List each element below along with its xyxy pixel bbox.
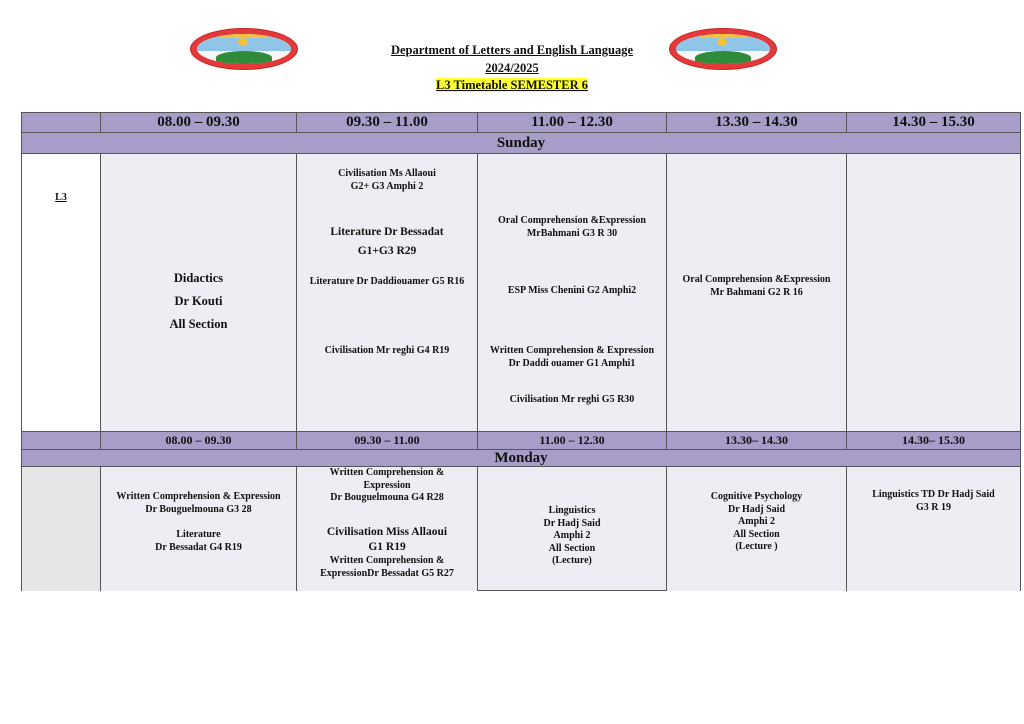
- sunday-slot-3-session-1: Oral Comprehension &Expression MrBahmani G3 R 30: [498, 215, 646, 239]
- sunday-slot-2-session-1: Civilisation Ms Allaoui G2+ G3 Amphi 2: [338, 168, 436, 192]
- timetable-title: L3 Timetable SEMESTER 6: [436, 78, 588, 92]
- monday-level-cell: [21, 466, 101, 591]
- sunday-slot-4-session: Oral Comprehension &Expression Mr Bahmani G2 R 16: [682, 274, 831, 298]
- monday-slot-3-session: Linguistics Dr Hadj Said Amphi 2 All Section (Lecture): [543, 505, 601, 566]
- sunday-slot-5: [846, 153, 1021, 432]
- sunday-slot-2-session-4: Civilisation Mr reghi G4 R19: [324, 345, 450, 356]
- monday-slot-2-session-3: Written Comprehension & ExpressionDr Bessadat G5 R27: [320, 555, 454, 579]
- level-cell: [21, 153, 101, 432]
- sunday-slot-4: [666, 153, 847, 432]
- sunday-slot-3-session-3: Written Comprehension & Expression Dr Daddi ouamer G1 Amphi1: [489, 345, 655, 369]
- time-header-3: 11.00 – 12.30: [477, 112, 667, 133]
- time-header-mid-1: 08.00 – 09.30: [100, 431, 297, 450]
- academic-year: 2024/2025: [485, 61, 539, 75]
- monday-slot-4-session: Cognitive Psychology Dr Hadj Said Amphi 2 All Section (Lecture ): [710, 491, 803, 552]
- time-corner-cell-2: [21, 431, 101, 450]
- monday-slot-3: [477, 466, 667, 591]
- monday-slot-5-session: Linguistics TD Dr Hadj Said G3 R 19: [872, 489, 995, 513]
- day-label-sunday: Sunday: [21, 132, 1021, 154]
- sunday-slot-3-session-4: Civilisation Mr reghi G5 R30: [509, 394, 635, 405]
- monday-slot-1-session-1: Written Comprehension & Expression Dr Bouguelmouna G3 28: [116, 491, 281, 515]
- time-header-1: 08.00 – 09.30: [100, 112, 297, 133]
- time-header-mid-2: 09.30 – 11.00: [296, 431, 478, 450]
- sunday-slot-2-session-3: Literature Dr Daddiouamer G5 R16: [309, 276, 465, 287]
- level-label: L3: [55, 192, 67, 203]
- time-header-mid-4: 13.30– 14.30: [666, 431, 847, 450]
- sunday-slot-1: [100, 153, 297, 432]
- monday-slot-1: [100, 466, 297, 591]
- sunday-slot-2: [296, 153, 478, 432]
- time-header-mid-3: 11.00 – 12.30: [477, 431, 667, 450]
- monday-slot-5: [846, 466, 1021, 591]
- monday-slot-2: [296, 466, 478, 591]
- sunday-slot-3-session-2: ESP Miss Chenini G2 Amphi2: [507, 285, 637, 296]
- time-header-4: 13.30 – 14.30: [666, 112, 847, 133]
- monday-slot-2-session-2: Civilisation Miss Allaoui G1 R19: [326, 526, 448, 553]
- monday-slot-2-session-1: Written Comprehension & Expression Dr Bouguelmouna G4 R28: [329, 467, 445, 503]
- time-header-5: 14.30 – 15.30: [846, 112, 1021, 133]
- sunday-slot-2-session-2: Literature Dr Bessadat G1+G3 R29: [330, 226, 444, 257]
- department-title: Department of Letters and English Language: [390, 43, 634, 57]
- time-header-2: 09.30 – 11.00: [296, 112, 478, 133]
- day-label-monday: Monday: [21, 449, 1021, 467]
- monday-slot-4: [666, 466, 847, 591]
- sunday-slot-1-session: Didactics Dr Kouti All Section: [169, 271, 228, 331]
- time-corner-cell: [21, 112, 101, 133]
- sunday-slot-3: [477, 153, 667, 432]
- time-header-mid-5: 14.30– 15.30: [846, 431, 1021, 450]
- monday-slot-1-session-2: Literature Dr Bessadat G4 R19: [155, 529, 242, 553]
